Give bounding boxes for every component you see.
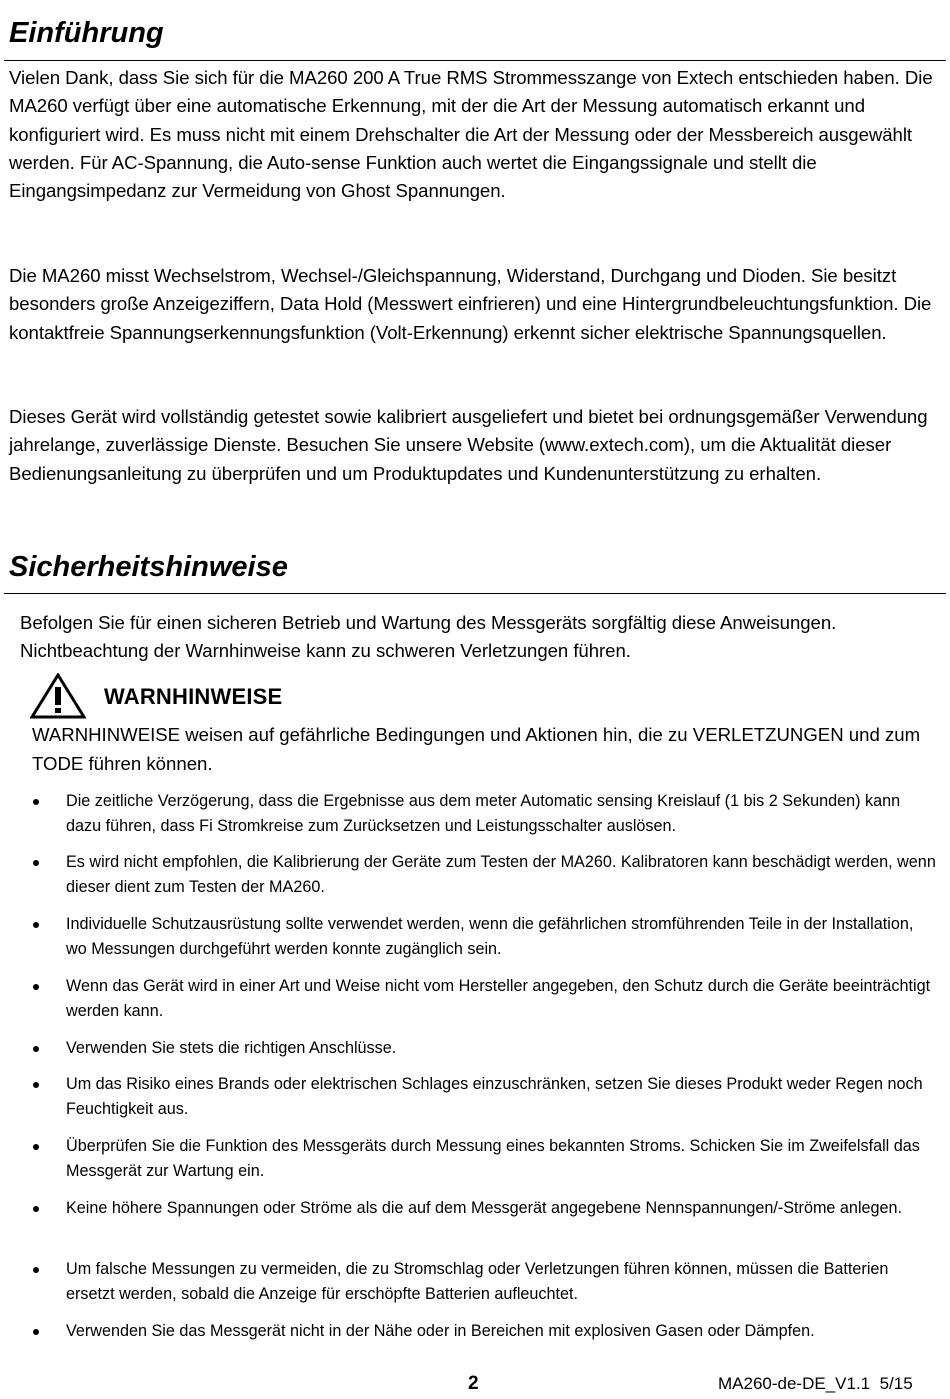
list-item-text: Verwenden Sie stets die richtigen Anschlüsse. — [66, 1039, 397, 1057]
document-id-footer — [718, 1374, 913, 1394]
intro-paragraph-2: Die MA260 misst Wechselstrom, Wechsel-/Gleichspannung, Widerstand, Durchgang und Dioden. Sie besitzt besonders große Anzeigeziffern, Data Hold (Messwert einfrieren) und eine Hintergrundbeleuchtungsfunktion. Die kontaktfreie Spannungserkennungsfunktion (Volt-Erkennung) erkennt sicher elektrische Spannungsquellen. — [9, 265, 932, 343]
list-item-text: Die zeitliche Verzögerung, dass die Ergebnisse aus dem meter Automatic sensing Kreislauf (1 bis 2 Sekunden) kann dazu führen, dass Fi Stromkreise zum Zurücksetzen und Leistungsschalter auslösen. — [66, 792, 901, 836]
warning-header — [30, 672, 282, 720]
list-item-text: Es wird nicht empfohlen, die Kalibrierung der Geräte zum Testen der MA260. Kalibratoren kann beschädigt werden, wenn dieser dient zum Testen der MA260. — [66, 853, 936, 897]
bullet-icon — [33, 860, 39, 866]
page-number: 2 — [468, 1373, 479, 1394]
bullet-icon — [33, 1206, 39, 1212]
safety-intro-paragraph: Befolgen Sie für einen sicheren Betrieb und Wartung des Messgeräts sorgfältig diese Anweisungen. Nichtbeachtung der Warnhinweise kann zu schweren Verletzungen führen. — [20, 612, 837, 662]
warning-triangle-icon — [30, 673, 86, 719]
list-item-text: Überprüfen Sie die Funktion des Messgeräts durch Messung eines bekannten Stroms. Schicken Sie im Zweifelsfall das Messgerät zur Wartung ein. — [66, 1137, 920, 1181]
bullet-icon — [33, 922, 39, 928]
list-item-text: Verwenden Sie das Messgerät nicht in der Nähe oder in Bereichen mit explosiven Gasen oder Dämpfen. — [66, 1322, 815, 1340]
page-count: 5/15 — [879, 1374, 913, 1393]
heading-rule — [4, 60, 946, 61]
bullet-icon — [33, 1267, 39, 1273]
bullet-icon — [33, 799, 39, 805]
bullet-icon — [33, 1082, 39, 1088]
warning-title: WARNHINWEISE — [104, 684, 283, 709]
list-item-text: Um falsche Messungen zu vermeiden, die zu Stromschlag oder Verletzungen führen können, müssen die Batterien ersetzt werden, sobald die Anzeige für erschöpfte Batterien aufleuchtet. — [66, 1260, 889, 1304]
list-item-text: Wenn das Gerät wird in einer Art und Weise nicht vom Hersteller angegeben, den Schutz durch die Geräte beeinträchtigt werden kann. — [66, 977, 931, 1021]
bullet-icon — [33, 1046, 39, 1052]
document-id: MA260-de-DE_V1.1 — [718, 1374, 871, 1393]
section-heading-einfuehrung: Einführung — [9, 17, 164, 49]
bullet-icon — [33, 984, 39, 990]
warning-intro: WARNHINWEISE weisen auf gefährliche Bedingungen und Aktionen hin, die zu VERLETZUNGEN und zum TODE führen können. — [32, 724, 921, 774]
bullet-icon — [33, 1329, 39, 1335]
list-item-text: Keine höhere Spannungen oder Ströme als die auf dem Messgerät angegebene Nennspannungen/-Ströme anlegen. — [66, 1199, 903, 1217]
section-heading-sicherheitshinweise: Sicherheitshinweise — [9, 551, 288, 583]
list-item-text: Um das Risiko eines Brands oder elektrischen Schlages einzuschränken, setzen Sie dieses Produkt weder Regen noch Feuchtigkeit aus. — [66, 1075, 923, 1119]
bullet-icon — [33, 1144, 39, 1150]
intro-paragraph-1: Vielen Dank, dass Sie sich für die MA260 200 A True RMS Strommesszange von Extech entschieden haben. Die MA260 verfügt über eine automatische Erkennung, mit der die Art der Messung automatisch erkannt und konfiguriert wird. Es muss nicht mit einem Drehschalter die Art der Messung oder der Messbereich ausgewählt werden. Für AC-Spannung, die Auto-sense Funktion auch wertet die Eingangssignale und stellt die Eingangsimpedanz zur Vermeidung von Ghost Spannungen. — [9, 67, 933, 202]
intro-paragraph-3: Dieses Gerät wird vollständig getestet sowie kalibriert ausgeliefert und bietet bei ordnungsgemäßer Verwendung jahrelange, zuverlässige Dienste. Besuchen Sie unsere Website (www.extech.com), um die Aktualität dieser Bedienungsanleitung zu überprüfen und um Produktupdates und Kundenunterstützung zu erhalten. — [9, 406, 928, 484]
list-item-text: Individuelle Schutzausrüstung sollte verwendet werden, wenn die gefährlichen stromführenden Teile in der Installation, wo Messungen durchgeführt werden konnte zugänglich sein. — [66, 915, 914, 959]
heading-rule — [4, 593, 946, 594]
